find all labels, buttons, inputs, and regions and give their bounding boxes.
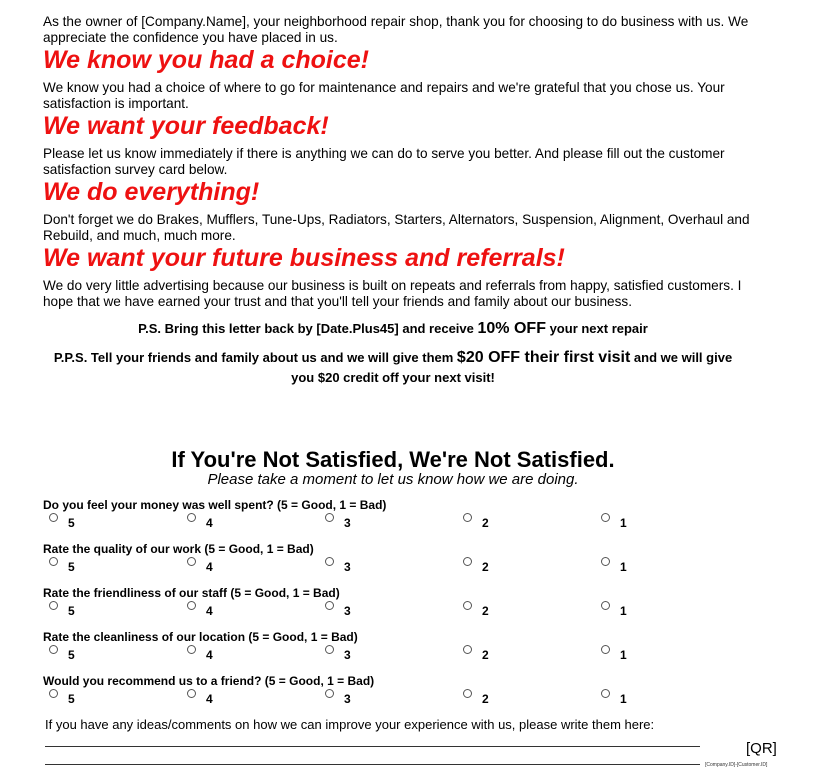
survey-title: If You're Not Satisfied, We're Not Satisfied. [171, 447, 615, 472]
rating-label: 4 [206, 648, 213, 662]
rating-radio[interactable] [49, 557, 58, 566]
rating-radio[interactable] [601, 601, 610, 610]
rating-radio[interactable] [601, 557, 610, 566]
rating-radio[interactable] [325, 645, 334, 654]
pps-text: P.P.S. Tell your friends and family about us and we will give them [53, 350, 457, 365]
rating-radio[interactable] [601, 513, 610, 522]
survey-question: Do you feel your money was well spent? (5 = Good, 1 = Bad) [43, 498, 387, 512]
rating-radio[interactable] [463, 557, 472, 566]
heading-referrals: We want your future business and referrals! [43, 244, 565, 272]
rating-label: 4 [206, 516, 213, 530]
rating-radio[interactable] [325, 689, 334, 698]
rating-radio[interactable] [187, 689, 196, 698]
rating-label: 1 [620, 648, 627, 662]
rating-label: 1 [620, 692, 627, 706]
pps-discount: $20 OFF their first visit [456, 349, 631, 366]
rating-radio[interactable] [187, 557, 196, 566]
rating-radio[interactable] [463, 689, 472, 698]
rating-label: 5 [68, 648, 75, 662]
rating-label: 3 [344, 692, 351, 706]
rating-radio[interactable] [463, 513, 472, 522]
rating-label: 3 [344, 648, 351, 662]
rating-label: 2 [482, 516, 489, 530]
rating-label: 2 [482, 560, 489, 574]
rating-label: 3 [344, 604, 351, 618]
rating-label: 1 [620, 516, 627, 530]
heading-feedback: We want your feedback! [43, 112, 329, 140]
rating-radio[interactable] [49, 689, 58, 698]
paragraph-feedback: Please let us know immediately if there is anything we can do to serve you better. And please fill out the customer satisfaction survey card below. [43, 146, 725, 177]
paragraph-referrals: We do very little advertising because our business is built on repeats and referrals from happy, satisfied customers. I hope that we have earned your trust and that you'll tell your friends and family about our business. [43, 278, 742, 309]
rating-radio[interactable] [601, 645, 610, 654]
rating-radio[interactable] [325, 601, 334, 610]
rating-label: 3 [344, 560, 351, 574]
rating-radio[interactable] [325, 513, 334, 522]
rating-label: 5 [68, 516, 75, 530]
rating-radio[interactable] [463, 601, 472, 610]
survey-question: Rate the cleanliness of our location (5 = Good, 1 = Bad) [43, 630, 358, 644]
rating-label: 2 [482, 692, 489, 706]
intro-paragraph: As the owner of [Company.Name], your neighborhood repair shop, thank you for choosing to do business with us. We appreciate the confidence you have placed in us. [43, 14, 749, 45]
comment-line[interactable] [45, 746, 700, 747]
rating-label: 3 [344, 516, 351, 530]
rating-label: 2 [482, 648, 489, 662]
rating-label: 1 [620, 604, 627, 618]
heading-everything: We do everything! [43, 178, 260, 206]
survey-question: Rate the quality of our work (5 = Good, 1 = Bad) [43, 542, 314, 556]
rating-radio[interactable] [49, 601, 58, 610]
rating-radio[interactable] [601, 689, 610, 698]
rating-label: 2 [482, 604, 489, 618]
rating-label: 5 [68, 560, 75, 574]
ps-text-end: your next repair [545, 321, 648, 336]
comment-line[interactable] [45, 764, 700, 765]
rating-label: 4 [206, 692, 213, 706]
rating-radio[interactable] [187, 645, 196, 654]
rating-label: 5 [68, 604, 75, 618]
ps-discount: 10% OFF [477, 320, 546, 337]
survey-question: Rate the friendliness of our staff (5 = Good, 1 = Bad) [43, 586, 340, 600]
ps-note [43, 319, 743, 339]
comment-prompt: If you have any ideas/comments on how we can improve your experience with us, please write them here: [45, 717, 655, 732]
rating-radio[interactable] [325, 557, 334, 566]
heading-choice: We know you had a choice! [43, 46, 369, 74]
rating-radio[interactable] [187, 601, 196, 610]
rating-label: 1 [620, 560, 627, 574]
pps-note [43, 348, 743, 388]
ps-text: P.S. Bring this letter back by [Date.Plus45] and receive [138, 321, 478, 336]
pps-text-end: and we will give you $20 credit off your next visit! [291, 350, 733, 385]
rating-radio[interactable] [187, 513, 196, 522]
survey-subtitle: Please take a moment to let us know how we are doing. [207, 471, 579, 488]
rating-label: 4 [206, 560, 213, 574]
rating-label: 5 [68, 692, 75, 706]
rating-label: 4 [206, 604, 213, 618]
paragraph-choice: We know you had a choice of where to go for maintenance and repairs and we're grateful that you chose us. Your satisfaction is important. [43, 80, 725, 111]
ids-placeholder: [Company.ID]-[Customer.ID] [705, 762, 768, 768]
rating-radio[interactable] [463, 645, 472, 654]
rating-radio[interactable] [49, 513, 58, 522]
qr-code-placeholder: [QR] [746, 740, 777, 757]
rating-radio[interactable] [49, 645, 58, 654]
paragraph-everything: Don't forget we do Brakes, Mufflers, Tune-Ups, Radiators, Starters, Alternators, Suspension, Alignment, Overhaul and Rebuild, and much, much more. [43, 212, 750, 243]
survey-question: Would you recommend us to a friend? (5 = Good, 1 = Bad) [43, 674, 375, 688]
